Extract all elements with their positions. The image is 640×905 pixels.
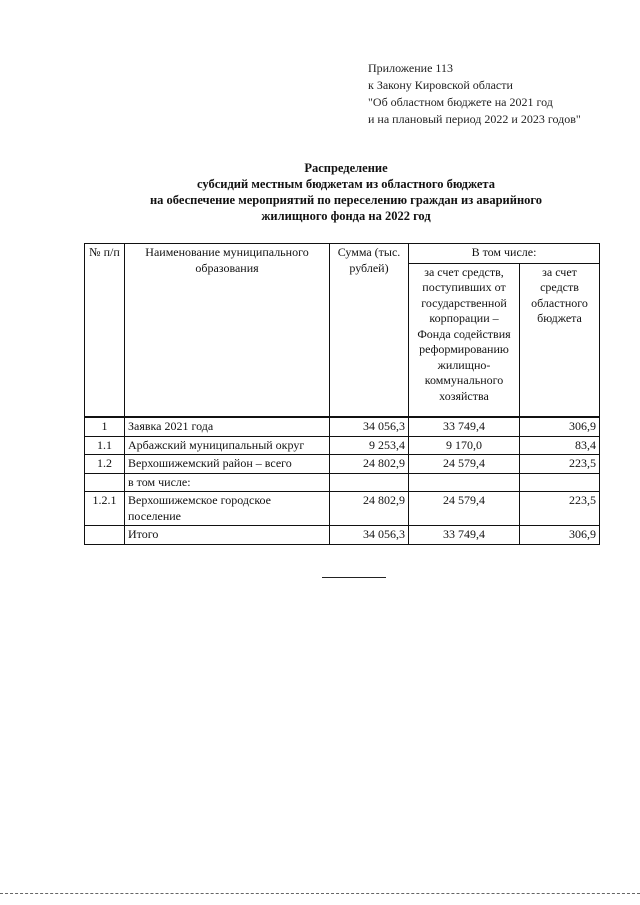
title-line: на обеспечение мероприятий по переселению граждан из аварийного	[149, 193, 543, 207]
cell-name: Заявка 2021 года	[125, 417, 330, 436]
cell-sum: 9 253,4	[330, 436, 409, 455]
header-name: Наименование муниципального образования	[125, 244, 330, 418]
end-separator-line	[322, 577, 386, 578]
cell-regional: 223,5	[520, 492, 600, 526]
table-row	[85, 492, 600, 526]
cell-name: Итого	[125, 526, 330, 545]
cell-regional: 306,9	[520, 417, 600, 436]
cell-num	[85, 526, 125, 545]
table-row	[85, 526, 600, 545]
table-row	[85, 417, 600, 436]
table-row	[85, 436, 600, 455]
cell-fund: 33 749,4	[409, 417, 520, 436]
cell-regional: 306,9	[520, 526, 600, 545]
cell-regional	[520, 473, 600, 492]
appendix-line: к Закону Кировской области	[368, 78, 513, 92]
cell-name: Верхошижемский район – всего	[125, 455, 330, 474]
header-including: В том числе:	[409, 244, 600, 264]
cell-num: 1.2.1	[85, 492, 125, 526]
header-regional: за счет средств областного бюджета	[520, 263, 600, 417]
title-line: жилищного фонда на 2022 год	[261, 209, 431, 223]
header-num: № п/п	[85, 244, 125, 418]
title-line: Распределение	[304, 161, 388, 175]
appendix-line: Приложение 113	[368, 61, 453, 75]
appendix-line: "Об областном бюджете на 2021 год	[368, 95, 553, 109]
table-header-row	[85, 244, 600, 264]
cell-sum: 24 802,9	[330, 455, 409, 474]
appendix-line: и на плановый период 2022 и 2023 годов"	[368, 112, 581, 126]
scan-edge-line	[0, 893, 640, 894]
cell-num: 1.2	[85, 455, 125, 474]
cell-sum: 34 056,3	[330, 417, 409, 436]
cell-sum: 34 056,3	[330, 526, 409, 545]
header-fund: за счет средств, поступивших от государственной корпорации – Фонда содействия реформированию жилищно-коммунального хозяйства	[409, 263, 520, 417]
cell-name: Арбажский муниципальный округ	[125, 436, 330, 455]
cell-num: 1.1	[85, 436, 125, 455]
cell-fund: 24 579,4	[409, 455, 520, 474]
cell-fund: 9 170,0	[409, 436, 520, 455]
cell-fund: 33 749,4	[409, 526, 520, 545]
cell-num	[85, 473, 125, 492]
distribution-table	[84, 243, 600, 545]
table-row	[85, 473, 600, 492]
cell-num: 1	[85, 417, 125, 436]
document-title	[120, 160, 572, 224]
cell-fund: 24 579,4	[409, 492, 520, 526]
cell-sum: 24 802,9	[330, 492, 409, 526]
header-sum: Сумма (тыс. рублей)	[330, 244, 409, 418]
cell-regional: 83,4	[520, 436, 600, 455]
appendix-block	[368, 60, 581, 128]
title-line: субсидий местным бюджетам из областного бюджета	[197, 177, 495, 191]
cell-name: в том числе:	[125, 473, 330, 492]
cell-name: Верхошижемское городское поселение	[125, 492, 330, 526]
cell-fund	[409, 473, 520, 492]
cell-sum	[330, 473, 409, 492]
cell-regional: 223,5	[520, 455, 600, 474]
table-row	[85, 455, 600, 474]
